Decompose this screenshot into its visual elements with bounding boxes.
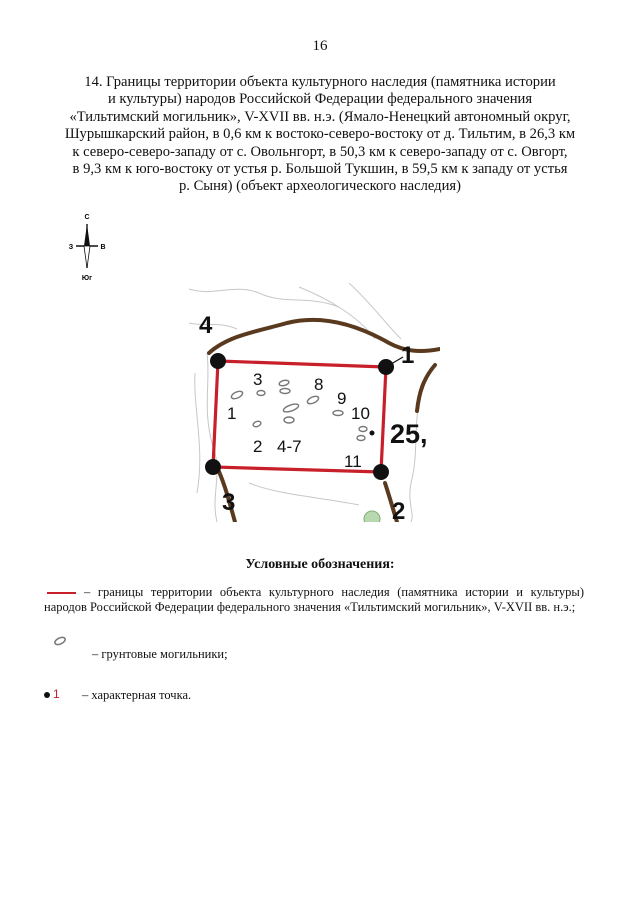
burial-marker xyxy=(280,389,290,394)
corner-label: 2 xyxy=(392,498,406,522)
corner-label: 1 xyxy=(401,342,415,369)
corner-point xyxy=(378,359,394,375)
compass-north-label: С xyxy=(84,214,90,221)
burial-marker xyxy=(230,390,243,401)
heading-line: р. Сыня) (объект археологического наследия) xyxy=(178,178,461,195)
burial-marker xyxy=(252,420,261,427)
heading-line: в 9,3 км к юго-востоку от устья р. Большой Тукшин, в 59,5 км к западу от устья xyxy=(72,161,568,178)
contour-line xyxy=(349,283,401,339)
compass-south-arrow xyxy=(84,246,90,268)
contour-line xyxy=(189,323,237,329)
point-legend-icon xyxy=(44,689,66,701)
heading-line: «Тильтимский могильник», V-XVII вв. н.э. (Ямало-Ненецкий автономный округ, xyxy=(69,108,571,125)
point-legend-number: 1 xyxy=(53,687,60,701)
site-label: 2 xyxy=(253,437,263,456)
compass-south-label: Юг xyxy=(81,275,93,282)
boundary-legend-text xyxy=(44,585,584,615)
corner-point xyxy=(205,459,221,475)
site-point xyxy=(370,431,375,436)
contour-elevation-label: 25, xyxy=(390,419,428,449)
burial-legend-text: – грунтовые могильники; xyxy=(92,647,228,661)
site-label: 3 xyxy=(253,370,263,389)
site-label: 9 xyxy=(337,389,347,408)
heading-line: к северо-северо-западу от с. Овольнгорт, в 50,3 км к северо-западу от с. Овгорт, xyxy=(72,143,568,160)
corner-point xyxy=(210,353,226,369)
burial-marker xyxy=(306,395,319,406)
compass-west-label: З xyxy=(68,244,74,251)
point-legend-dot xyxy=(44,692,50,698)
site-label: 1 xyxy=(227,404,237,423)
corner-label: 3 xyxy=(222,489,236,516)
contour-line-thick xyxy=(417,365,435,411)
burial-markers xyxy=(230,379,367,440)
contour-line xyxy=(410,393,421,522)
burial-marker xyxy=(357,436,365,441)
green-spot xyxy=(364,511,380,522)
burial-legend-icon xyxy=(52,635,68,647)
compass-east-label: В xyxy=(100,244,106,251)
compass-rose xyxy=(64,210,110,286)
site-label: 11 xyxy=(344,452,362,471)
burial-marker xyxy=(282,402,299,413)
section-heading xyxy=(40,74,600,196)
site-label: 4-7 xyxy=(277,437,302,456)
burial-marker xyxy=(359,427,367,432)
legend-title: Условные обозначения: xyxy=(245,557,395,572)
point-legend-text: – характерная точка. xyxy=(82,688,192,702)
burial-marker xyxy=(284,417,294,423)
burial-marker xyxy=(257,391,265,396)
burial-marker xyxy=(333,411,343,416)
site-map xyxy=(189,283,440,522)
page-number: 16 xyxy=(312,38,328,54)
compass-north-arrow xyxy=(84,224,90,246)
contour-line xyxy=(249,483,359,505)
site-label: 10 xyxy=(351,404,370,423)
heading-line: Шурышкарский район, в 0,6 км к востоко-северо-востоку от д. Тильтим, в 26,3 км xyxy=(64,126,576,143)
heading-line: и культуры) народов Российской Федерации федерального значения xyxy=(107,91,533,108)
site-label: 8 xyxy=(314,375,324,394)
heading-line: 14. Границы территории объекта культурного наследия (памятника истории xyxy=(84,74,556,90)
corner-point xyxy=(373,464,389,480)
corner-label: 4 xyxy=(199,312,213,339)
burial-marker xyxy=(279,379,290,386)
site-labels xyxy=(227,370,370,471)
boundary-legend-line-2: народов Российской Федерации федерального значения «Тильтимский могильник», V-XVII вв. н.э.; xyxy=(44,600,576,614)
contour-line xyxy=(195,373,200,493)
boundary-legend-line-1: – границы территории объекта культурного наследия (памятника истории и культуры) xyxy=(84,585,584,599)
contour-line xyxy=(189,289,339,307)
